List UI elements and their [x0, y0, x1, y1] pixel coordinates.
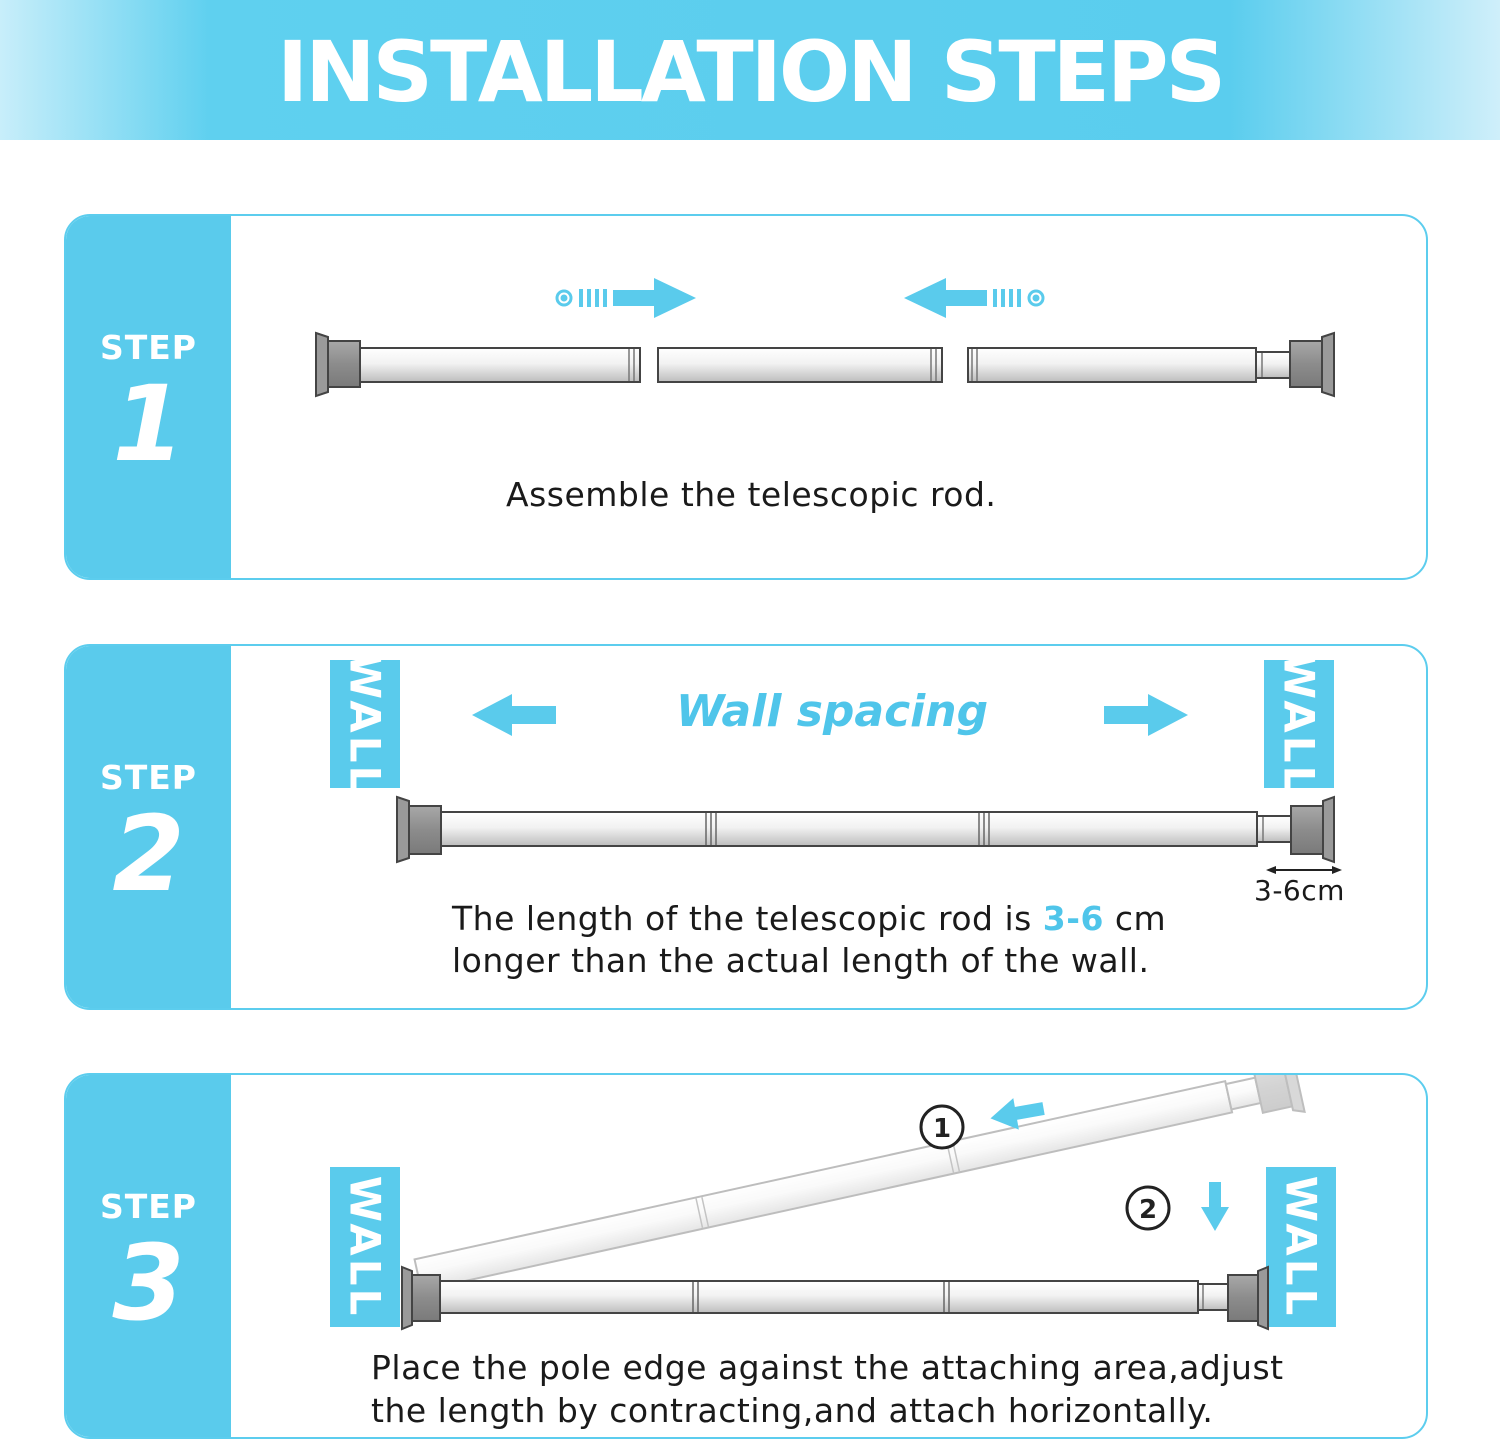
step-2-caption-highlight: 3-6 [1042, 899, 1104, 938]
measure-label: 3-6cm [1254, 874, 1345, 907]
step-3-label: STEP [99, 1187, 197, 1226]
page-title: INSTALLATION STEPS [276, 23, 1224, 121]
arrow-down-icon [1201, 1182, 1229, 1231]
horizontal-rod [440, 1281, 1228, 1313]
step-2-caption-line-2: longer than the actual length of the wall. [452, 941, 1150, 980]
step-3-number: 3 [112, 1222, 185, 1344]
step-2-card [64, 644, 1428, 1010]
marker-1 [921, 1106, 963, 1148]
step-2-label: STEP [99, 758, 197, 797]
rod-end-cap-right [1290, 333, 1334, 396]
step-1-illustration [66, 216, 1428, 580]
rod-end-cap-left [316, 333, 360, 396]
rod-segment-3 [968, 348, 1290, 382]
wall-right-label: WALL [1274, 652, 1324, 796]
step-3-caption-line-2: the length by contracting,and attach horizontally. [371, 1391, 1214, 1430]
rod-end-cap-left [397, 797, 441, 862]
rod-end-cap-right [1291, 797, 1334, 862]
rod-end-cap-right [1228, 1267, 1268, 1329]
rod-segment-2 [658, 348, 942, 382]
step-2-caption-pre: The length of the telescopic rod is [452, 899, 1043, 938]
step-2-caption-line-1 [452, 898, 1166, 940]
wall-right-label: WALL [1276, 1175, 1326, 1319]
step-2-caption-post: cm [1103, 899, 1167, 938]
step-1-number: 1 [112, 363, 185, 485]
rod-end-cap-left [402, 1267, 440, 1329]
step-3-caption-line-1: Place the pole edge against the attaching area,adjust [371, 1348, 1284, 1387]
telescopic-rod [441, 812, 1291, 846]
arrow-right-icon [557, 278, 696, 318]
svg-text:1: 1 [932, 1114, 952, 1144]
step-1-caption: Assemble the telescopic rod. [506, 475, 997, 514]
measure-arrow [1266, 866, 1342, 874]
step-1-label: STEP [99, 328, 197, 367]
arrow-right-icon [1104, 694, 1188, 736]
header-banner [0, 0, 1500, 140]
arrow-left-icon [472, 694, 556, 736]
step-3-card [64, 1073, 1428, 1439]
marker-2 [1127, 1187, 1169, 1229]
step-2-number: 2 [112, 793, 185, 915]
wall-spacing-label: Wall spacing [676, 686, 989, 737]
rod-segment-1 [360, 348, 640, 382]
tilted-rod [411, 1073, 1304, 1305]
wall-left-label: WALL [340, 1175, 390, 1319]
step-1-card [64, 214, 1428, 580]
wall-left-label: WALL [340, 652, 390, 796]
svg-text:2: 2 [1138, 1195, 1158, 1225]
arrow-left-icon [904, 278, 1043, 318]
